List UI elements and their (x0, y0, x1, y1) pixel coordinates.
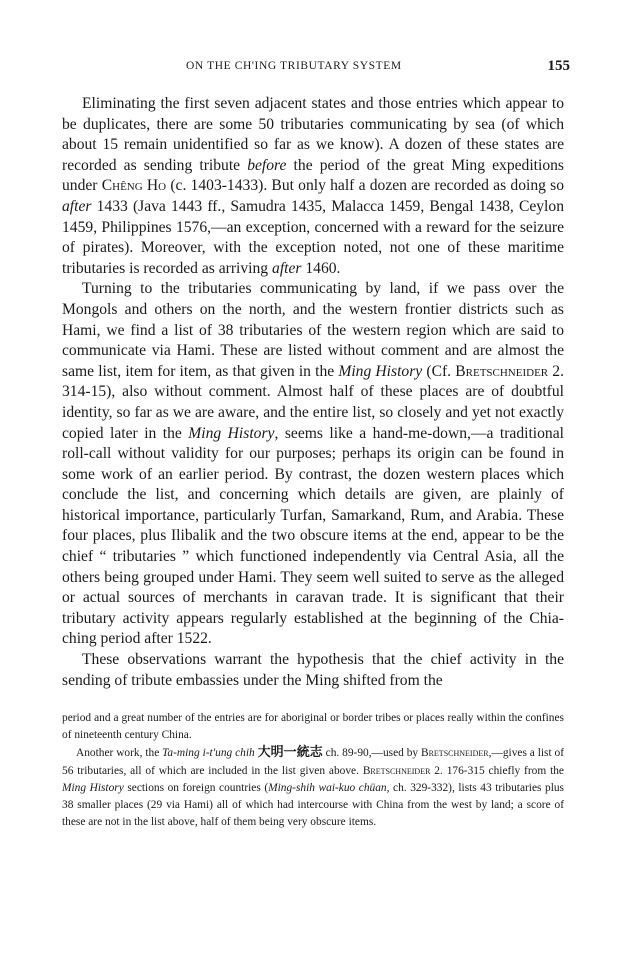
paragraph-3: These observations warrant the hypothesis that the chief activity in the sending of tribute embassies under the Ming shifted from the (62, 651, 564, 689)
footnote-continuation: period and a great number of the entries are for aboriginal or border tribes or places really within the confines of nineteenth century China. (62, 712, 564, 742)
footnote-another-work: Another work, the Ta-ming i-t'ung chih 大明一統志 ch. 89-90,—used by Bretschneider,—gives a list of 56 tributaries, all of which are included in the list given above. Bretschneider 2. 176-315 chiefly from the Ming History sections on foreign countries (Ming-shih wai-kuo chüan, ch. 329-332), lists 43 tributaries plus 38 smaller places (29 via Hami) all of which had intercourse with China from the west by land; a score of these are not in the list above, half of them being very obscure items. (62, 745, 564, 828)
page (62, 58, 570, 831)
footnotes (62, 710, 564, 831)
page-number: 155 (547, 58, 570, 74)
paragraph-2: Turning to the tributaries communicating by land, if we pass over the Mongols and others on the north, and the western frontier districts such as Hami, we find a list of 38 tributaries of the western region which are said to communicate via Hami. These are listed without comment and are almost the same list, item for item, as that given in the Ming History (Cf. Bretschneider 2. 314-15), also without comment. Almost half of these places are of doubtful identity, so far as we are aware, and the entire list, so closely and yet not exactly copied later in the Ming History, seems like a hand-me-down,—a traditional roll-call without validity for our purposes; perhaps its origin can be found in some work of an earlier period. By contrast, the dozen western places which conclude the list, and concerning which details are given, are plainly of historical importance, particularly Turfan, Samarkand, Rum, and Arabia. These four places, plus Ilibalik and the two obscure items at the end, appear to be the chief “ tributaries ” which functioned independently via Central Asia, all the others being grouped under Hami. They seem well suited to serve as the alleged or actual sources of merchants in caravan trade. It is significant that their tributary activity appears regularly established at the beginning of the Chia-ching period after 1522. (62, 280, 564, 648)
paragraph-1: Eliminating the first seven adjacent states and those entries which appear to be duplicates, there are some 50 tributaries communicating by sea (of which about 15 remain unidentified so far as we know). A dozen of these states are recorded as sending tribute before the period of the great Ming expeditions under Chêng Ho (c. 1403-1433). But only half a dozen are recorded as doing so after 1433 (Java 1443 ff., Samudra 1435, Malacca 1459, Bengal 1438, Ceylon 1459, Philippines 1576,—an exception, concerned with a reward for the seizure of pirates). Moreover, with the exception noted, not one of these maritime tributaries is recorded as arriving after 1460. (62, 95, 564, 277)
page-header (62, 58, 570, 80)
running-head: ON THE CH'ING TRIBUTARY SYSTEM (186, 60, 402, 72)
body-text (62, 94, 564, 691)
